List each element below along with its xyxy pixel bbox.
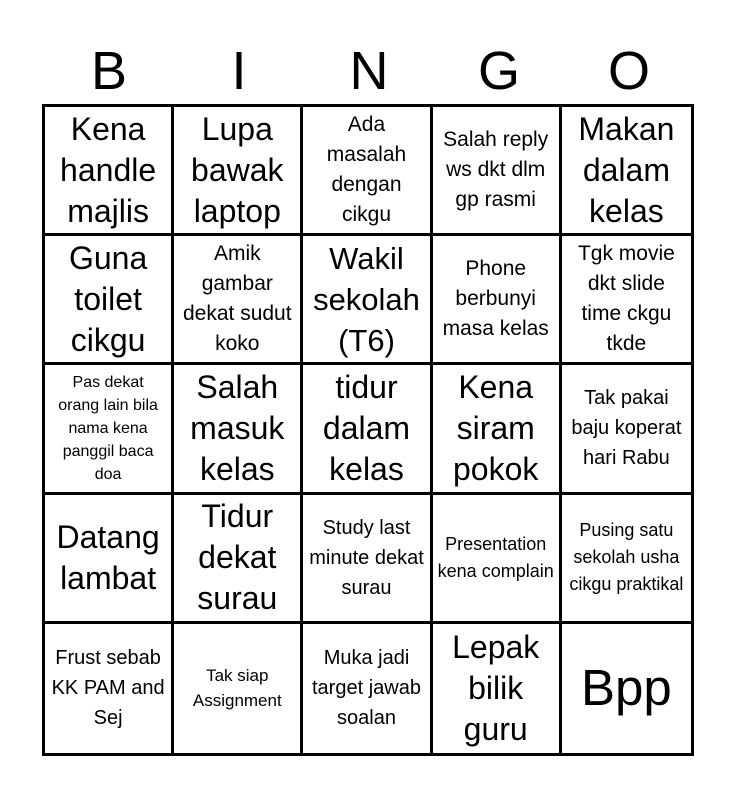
cell-label: Guna toilet cikgu bbox=[68, 239, 148, 358]
cell-label: tidur dalam kelas bbox=[322, 369, 411, 487]
bingo-cell[interactable] bbox=[45, 624, 174, 753]
bingo-cell[interactable] bbox=[562, 495, 691, 624]
bingo-cell[interactable] bbox=[562, 236, 691, 365]
cell-label: Kena siram pokok bbox=[453, 369, 539, 487]
bingo-cell[interactable] bbox=[45, 236, 174, 365]
bingo-cell[interactable] bbox=[45, 495, 174, 624]
bingo-board bbox=[42, 104, 694, 756]
cell-label: Pusing satu sekolah usha cikgu praktikal bbox=[569, 520, 684, 595]
cell-label: Makan dalam kelas bbox=[578, 110, 675, 229]
cell-label: Lupa bawak laptop bbox=[191, 110, 284, 229]
bingo-cell[interactable] bbox=[174, 107, 303, 236]
bingo-cell[interactable] bbox=[433, 495, 562, 624]
bingo-header bbox=[44, 38, 694, 104]
cell-label: Datang lambat bbox=[56, 518, 160, 596]
cell-label: Frust sebab KK PAM and Sej bbox=[51, 647, 165, 730]
cell-label: Muka jadi target jawab soalan bbox=[312, 647, 421, 730]
bingo-cell[interactable] bbox=[562, 365, 691, 494]
cell-label: Ada masalah dengan cikgu bbox=[326, 113, 407, 227]
cell-label: Presentation kena complain bbox=[437, 533, 554, 581]
bingo-cell[interactable] bbox=[174, 236, 303, 365]
bingo-cell[interactable] bbox=[303, 495, 432, 624]
bingo-cell[interactable] bbox=[174, 624, 303, 753]
cell-label: Amik gambar dekat sudut koko bbox=[182, 242, 292, 356]
cell-label: Pas dekat orang lain bila nama kena panggil baca doa bbox=[58, 373, 158, 483]
bingo-cell[interactable] bbox=[433, 107, 562, 236]
header-letter-o: O bbox=[607, 41, 650, 101]
bingo-cell[interactable] bbox=[433, 624, 562, 753]
bingo-cell[interactable] bbox=[433, 365, 562, 494]
bingo-cell[interactable] bbox=[433, 236, 562, 365]
header-letter-i: I bbox=[231, 41, 247, 101]
header-letter-n: N bbox=[349, 41, 389, 101]
cell-label: Kena handle majlis bbox=[60, 110, 157, 229]
bingo-cell[interactable] bbox=[303, 236, 432, 365]
header-letter-g: G bbox=[477, 41, 520, 101]
cell-label: Tidur dekat surau bbox=[197, 498, 278, 617]
bingo-cell[interactable] bbox=[45, 107, 174, 236]
cell-label: Phone berbunyi masa kelas bbox=[442, 257, 549, 341]
cell-label: Salah reply ws dkt dlm gp rasmi bbox=[443, 128, 549, 212]
bingo-cell[interactable] bbox=[562, 624, 691, 753]
cell-label: Lepak bilik guru bbox=[452, 628, 540, 747]
bingo-cell[interactable] bbox=[562, 107, 691, 236]
header-letter-b: B bbox=[90, 41, 128, 101]
bingo-cell[interactable] bbox=[303, 107, 432, 236]
cell-label: Tak pakai baju koperat hari Rabu bbox=[571, 387, 682, 470]
bingo-cell[interactable] bbox=[45, 365, 174, 494]
bingo-cell[interactable] bbox=[174, 495, 303, 624]
cell-label: Salah masuk kelas bbox=[190, 369, 285, 487]
cell-label: Study last minute dekat surau bbox=[309, 516, 424, 599]
cell-label: Wakil sekolah (T6) bbox=[313, 240, 420, 358]
cell-label: Tak siap Assignment bbox=[192, 666, 282, 711]
bingo-cell[interactable] bbox=[303, 624, 432, 753]
bingo-cell[interactable] bbox=[174, 365, 303, 494]
cell-label: Bpp bbox=[581, 659, 672, 717]
cell-label: Tgk movie dkt slide time ckgu tkde bbox=[577, 242, 675, 356]
bingo-cell[interactable] bbox=[303, 365, 432, 494]
